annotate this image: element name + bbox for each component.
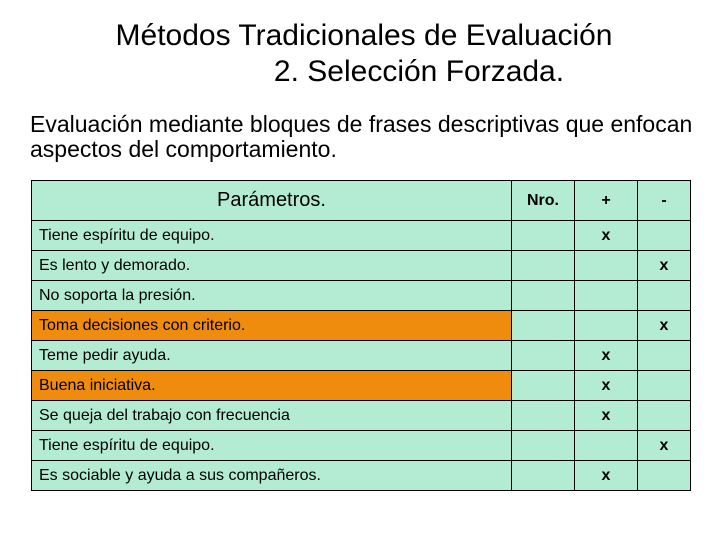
row-plus (575, 251, 638, 281)
row-minus: x (638, 311, 691, 341)
header-param: Parámetros. (32, 181, 512, 221)
row-minus (638, 221, 691, 251)
table-header-row (32, 181, 691, 221)
table-row (32, 281, 691, 311)
row-plus (575, 431, 638, 461)
table-row (32, 431, 691, 461)
row-minus (638, 401, 691, 431)
row-param: Buena iniciativa. (32, 371, 512, 401)
row-plus: x (575, 341, 638, 371)
row-plus: x (575, 371, 638, 401)
row-minus (638, 341, 691, 371)
row-param: Es sociable y ayuda a sus compañeros. (32, 461, 512, 491)
row-minus: x (638, 251, 691, 281)
table-row (32, 371, 691, 401)
table-row (32, 461, 691, 491)
row-minus: x (638, 431, 691, 461)
row-nro (512, 431, 575, 461)
row-param: Se queja del trabajo con frecuencia (32, 401, 512, 431)
row-param: No soporta la presión. (32, 281, 512, 311)
header-plus: + (575, 181, 638, 221)
row-plus: x (575, 401, 638, 431)
row-param: Toma decisiones con criterio. (32, 311, 512, 341)
row-nro (512, 281, 575, 311)
row-nro (512, 251, 575, 281)
row-plus: x (575, 461, 638, 491)
row-plus: x (575, 221, 638, 251)
row-plus (575, 311, 638, 341)
slide-title (0, 18, 728, 90)
row-nro (512, 371, 575, 401)
row-minus (638, 371, 691, 401)
header-minus: - (638, 181, 691, 221)
header-nro: Nro. (512, 181, 575, 221)
row-param: Es lento y demorado. (32, 251, 512, 281)
row-nro (512, 221, 575, 251)
table-row (32, 341, 691, 371)
row-minus (638, 461, 691, 491)
title-line-2: 2. Selección Forzada. (273, 55, 565, 88)
row-nro (512, 311, 575, 341)
table-row (32, 401, 691, 431)
row-param: Tiene espíritu de equipo. (32, 221, 512, 251)
row-minus (638, 281, 691, 311)
row-param: Teme pedir ayuda. (32, 341, 512, 371)
parameters-table (31, 180, 691, 491)
intro-text: Evaluación mediante bloques de frases descriptivas que enfocan aspectos del comportamiento. (30, 111, 693, 162)
table-row (32, 251, 691, 281)
row-nro (512, 341, 575, 371)
row-nro (512, 401, 575, 431)
table-row (32, 221, 691, 251)
table-row (32, 311, 691, 341)
row-nro (512, 461, 575, 491)
title-line-1: Métodos Tradicionales de Evaluación (115, 19, 613, 52)
row-plus (575, 281, 638, 311)
row-param: Tiene espíritu de equipo. (32, 431, 512, 461)
